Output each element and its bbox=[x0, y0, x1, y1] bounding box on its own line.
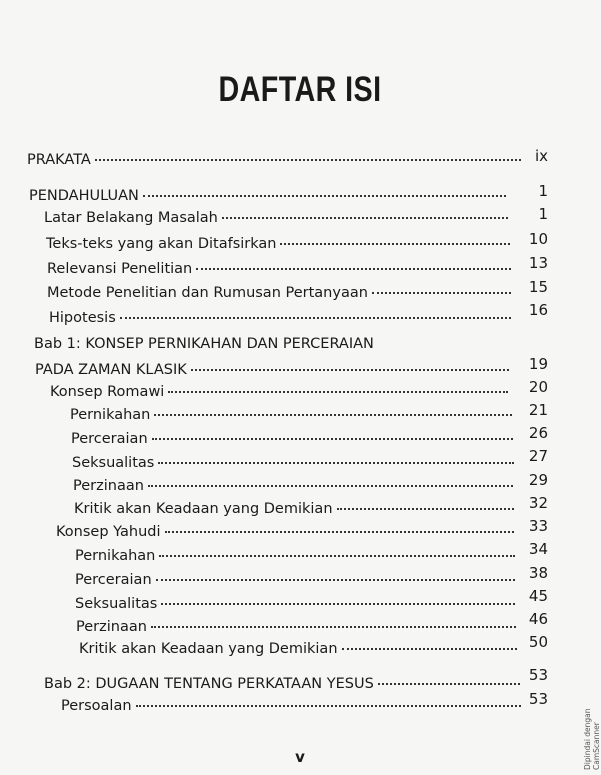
leader-dots bbox=[151, 625, 516, 628]
toc-entry-page: 15 bbox=[528, 278, 548, 296]
toc-entry[interactable] bbox=[73, 478, 519, 498]
toc-entry-prakata[interactable] bbox=[27, 152, 527, 172]
toc-entry[interactable] bbox=[76, 619, 522, 639]
leader-dots bbox=[152, 437, 513, 440]
toc-entry-pendahuluan[interactable] bbox=[29, 188, 512, 208]
toc-entry-label: Konsep Yahudi bbox=[56, 524, 161, 540]
toc-entry[interactable] bbox=[75, 596, 521, 616]
page-number: v bbox=[295, 748, 305, 766]
toc-entry-page: 19 bbox=[528, 355, 548, 373]
scanner-watermark: Dipindai dengan CamScanner bbox=[583, 708, 601, 770]
toc-entry-page: 13 bbox=[528, 254, 548, 272]
toc-entry-page: 34 bbox=[528, 540, 548, 558]
leader-dots bbox=[161, 602, 515, 605]
toc-entry[interactable] bbox=[70, 407, 518, 427]
toc-entry-label: Perzinaan bbox=[73, 478, 144, 494]
toc-entry[interactable] bbox=[72, 455, 520, 475]
toc-entry-page: 53 bbox=[528, 666, 548, 684]
toc-entry-page: 27 bbox=[528, 447, 548, 465]
toc-entry-label: Pernikahan bbox=[75, 548, 156, 564]
leader-dots bbox=[156, 578, 515, 581]
toc-entry-label: Teks-teks yang akan Ditafsirkan bbox=[46, 236, 277, 252]
toc-entry-label: Relevansi Penelitian bbox=[47, 261, 193, 277]
toc-entry[interactable] bbox=[75, 548, 521, 568]
leader-dots bbox=[191, 368, 509, 371]
toc-entry-label: Bab 1: KONSEP PERNIKAHAN DAN PERCERAIAN bbox=[34, 336, 374, 352]
toc-entry[interactable] bbox=[74, 501, 520, 521]
toc-entry-label: Perceraian bbox=[71, 431, 148, 447]
toc-entry[interactable] bbox=[47, 261, 517, 281]
toc-entry[interactable] bbox=[56, 524, 520, 544]
leader-dots bbox=[154, 413, 512, 416]
toc-entry[interactable] bbox=[61, 698, 527, 718]
leader-dots bbox=[148, 484, 513, 487]
toc-entry[interactable] bbox=[44, 210, 514, 230]
toc-entry-label: Pernikahan bbox=[70, 407, 151, 423]
page-title: DAFTAR ISI bbox=[218, 70, 382, 109]
toc-chapter-heading[interactable] bbox=[34, 336, 374, 356]
leader-dots bbox=[222, 216, 508, 219]
toc-entry[interactable] bbox=[46, 236, 516, 256]
leader-dots bbox=[159, 554, 515, 557]
toc-entry[interactable] bbox=[47, 285, 517, 305]
toc-entry-page: 50 bbox=[528, 633, 548, 651]
toc-entry-page: 16 bbox=[528, 301, 548, 319]
toc-entry-label: Latar Belakang Masalah bbox=[44, 210, 218, 226]
toc-entry-label: PRAKATA bbox=[27, 152, 91, 168]
toc-entry-label: Konsep Romawi bbox=[50, 384, 165, 400]
leader-dots bbox=[95, 158, 521, 161]
toc-entry[interactable] bbox=[79, 641, 523, 661]
toc-entry[interactable] bbox=[71, 431, 519, 451]
toc-entry-page: 21 bbox=[528, 401, 548, 419]
leader-dots bbox=[158, 461, 514, 464]
toc-entry-label: Kritik akan Keadaan yang Demikian bbox=[74, 501, 333, 517]
toc-entry-page: 26 bbox=[528, 424, 548, 442]
toc-entry-label: Seksualitas bbox=[72, 455, 155, 471]
toc-entry-page: 32 bbox=[528, 494, 548, 512]
toc-entry-label: Bab 2: DUGAAN TENTANG PERKATAAN YESUS bbox=[44, 676, 374, 692]
leader-dots bbox=[168, 390, 508, 393]
toc-entry-label: Kritik akan Keadaan yang Demikian bbox=[79, 641, 338, 657]
toc-entry[interactable] bbox=[50, 384, 514, 404]
toc-entry-label: Perceraian bbox=[75, 572, 152, 588]
leader-dots bbox=[342, 647, 517, 650]
toc-entry-label: PADA ZAMAN KLASIK bbox=[35, 362, 187, 378]
toc-entry-page: 45 bbox=[528, 587, 548, 605]
toc-entry-page: 1 bbox=[538, 205, 548, 223]
toc-entry[interactable] bbox=[75, 572, 521, 592]
toc-entry-page: 33 bbox=[528, 517, 548, 535]
toc-entry-page: 10 bbox=[528, 230, 548, 248]
leader-dots bbox=[196, 267, 511, 270]
toc-entry[interactable] bbox=[35, 362, 515, 382]
toc-entry-page: 38 bbox=[528, 564, 548, 582]
toc-entry-page: 29 bbox=[528, 471, 548, 489]
toc-entry-page: 53 bbox=[528, 690, 548, 708]
toc-chapter-entry[interactable] bbox=[44, 676, 526, 696]
leader-dots bbox=[280, 242, 510, 245]
toc-entry-label: Perzinaan bbox=[76, 619, 147, 635]
toc-entry-label: Metode Penelitian dan Rumusan Pertanyaan bbox=[47, 285, 368, 301]
leader-dots bbox=[143, 194, 506, 197]
toc-entry-page: 46 bbox=[528, 610, 548, 628]
toc-entry-label: Seksualitas bbox=[75, 596, 158, 612]
toc-entry-label: Persoalan bbox=[61, 698, 132, 714]
toc-entry-label: PENDAHULUAN bbox=[29, 188, 139, 204]
leader-dots bbox=[337, 507, 514, 510]
toc-entry-page: ix bbox=[534, 147, 548, 165]
leader-dots bbox=[136, 704, 521, 707]
leader-dots bbox=[120, 316, 511, 319]
toc-entry-page: 1 bbox=[538, 182, 548, 200]
leader-dots bbox=[372, 291, 511, 294]
toc-entry-page: 20 bbox=[528, 378, 548, 396]
toc-entry[interactable] bbox=[49, 310, 517, 330]
leader-dots bbox=[165, 530, 515, 533]
toc-entry-label: Hipotesis bbox=[49, 310, 116, 326]
